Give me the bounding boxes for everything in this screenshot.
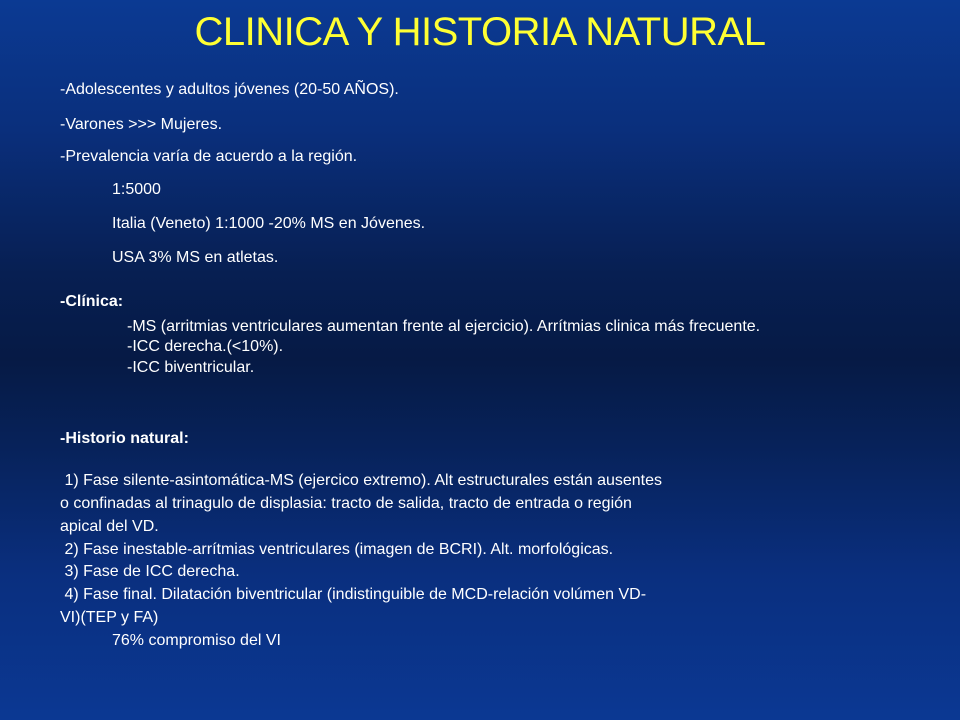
clinica-item: -MS (arritmias ventriculares aumentan frente al ejercicio). Arrítmias clinica más frecuente. [127, 318, 761, 335]
clinica-heading: -Clínica: [60, 293, 124, 310]
historia-line: 1) Fase silente-asintomática-MS (ejercico extremo). Alt estructurales están ausentes [60, 472, 663, 489]
historia-line: 76% compromiso del VI [112, 632, 281, 649]
prevalence-general: 1:5000 [112, 181, 161, 198]
historia-line: 3) Fase de ICC derecha. [60, 563, 240, 580]
clinica-item: -ICC derecha.(<10%). [127, 338, 284, 355]
historia-line: 4) Fase final. Dilatación biventricular (indistinguible de MCD-relación volúmen VD- [60, 586, 647, 603]
prevalence-italy: Italia (Veneto) 1:1000 -20% MS en Jóvenes. [112, 215, 426, 232]
slide-title: CLINICA Y HISTORIA NATURAL [194, 10, 766, 54]
historia-line: VI)(TEP y FA) [60, 609, 159, 626]
age-line: -Adolescentes y adultos jóvenes (20-50 AÑOS). [60, 81, 399, 98]
historia-heading: -Historio natural: [60, 430, 189, 447]
historia-line: 2) Fase inestable-arrítmias ventriculares (imagen de BCRI). Alt. morfológicas. [60, 541, 614, 558]
clinica-item: -ICC biventricular. [127, 359, 255, 376]
historia-line: apical del VD. [60, 518, 159, 535]
sex-ratio-line: -Varones >>> Mujeres. [60, 116, 223, 133]
historia-line: o confinadas al trinagulo de displasia: tracto de salida, tracto de entrada o región [60, 495, 632, 512]
prevalence-usa: USA 3% MS en atletas. [112, 249, 279, 266]
prevalence-line: -Prevalencia varía de acuerdo a la región. [60, 148, 358, 165]
